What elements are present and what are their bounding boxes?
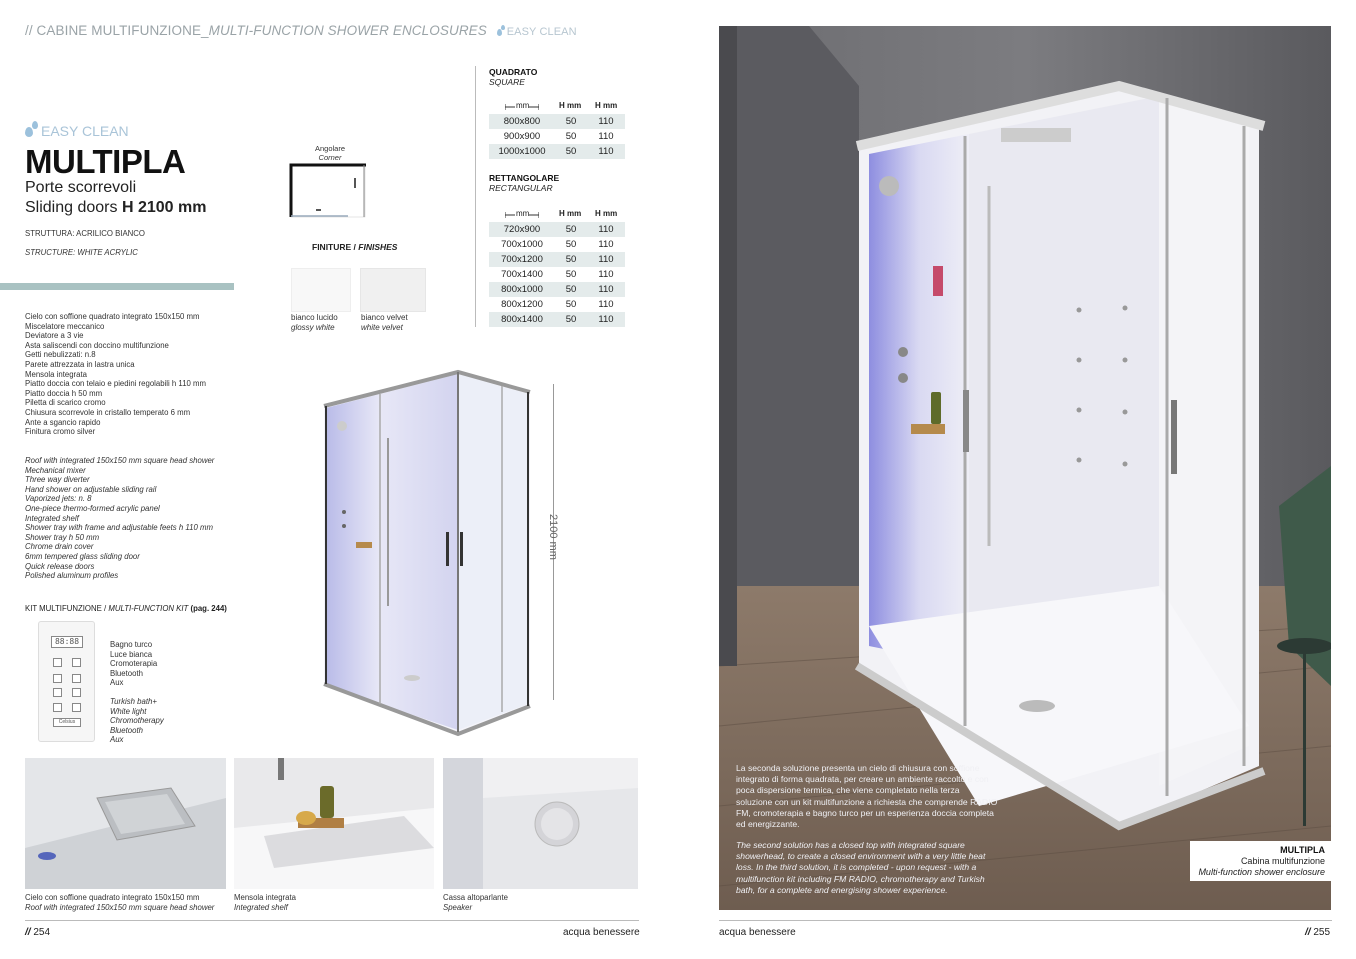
list-item: Getti nebulizzati: n.8 [25,350,96,360]
remote-button-icon [53,674,62,683]
height-dimension-label: 2100 mm [547,514,559,560]
table-row: 900x900 50 110 [503,131,614,142]
list-item: Bluetooth [110,668,143,678]
finishes-title: FINITURE / FINISHES [312,242,398,252]
brand-left: acqua benessere [563,927,640,938]
finish-label-en: white velvet [361,323,403,332]
product-name: MULTIPLA [25,143,186,180]
list-item: Ante a sgancio rapido [25,417,101,427]
kit-list-en [110,697,164,745]
list-item: Shower tray with frame and adjustable feets h 110 mm [25,523,213,533]
photo-caption-it: Mensola integrata [234,893,296,902]
list-item: Quick release doors [25,561,95,571]
list-item: Luce bianca [110,649,153,659]
section-header [25,23,577,38]
finish-swatch-white-velvet [360,268,426,312]
list-item: Chiusura scorrevole in cristallo temperato 6 mm [25,407,191,417]
rect-table-subtitle: RECTANGULAR [489,183,553,193]
list-item: Finitura cromo silver [25,427,96,437]
photo-caption-box [1190,841,1331,881]
width-arrow-icon [505,104,515,110]
photo-caption-it: Cassa altoparlante [443,893,509,902]
features-list-it [25,312,206,437]
list-item: 6mm tempered glass sliding door [25,551,140,561]
remote-button-icon [72,688,81,697]
list-item: Three way diverter [25,475,90,485]
list-item: Parete attrezzata in lastra unica [25,359,135,369]
list-item: Mechanical mixer [25,465,86,475]
table-row: 800x1400 50 110 [489,312,625,327]
section-title-en: MULTI-FUNCTION SHOWER ENCLOSURES [208,23,487,38]
list-item: Piatto doccia h 50 mm [25,388,103,398]
list-item: Integrated shelf [25,513,79,523]
easy-clean-badge: EASY CLEAN [25,121,129,139]
layout-label-en: Corner [318,153,342,162]
photo-integrated-shelf [234,758,434,889]
square-table-subtitle: SQUARE [489,77,525,87]
remote-button-icon [53,703,62,712]
list-item: Polished aluminum profiles [25,571,119,581]
list-item: Turkish bath+ [110,697,157,706]
structure-it: STRUTTURA: ACRILICO BIANCO [25,229,145,238]
list-item: Aux [110,678,124,688]
list-item: Vaporized jets: n. 8 [25,494,92,504]
description-en: The second solution has a closed top with integrated square showerhead, to create a closed environment with a very little heat loss. In the third solution, it is completed - upon request - with a multifunction kit including FM RADIO, chromotherapy and Turkish bath, for a complete and energising shower experience. [736,840,986,895]
kit-list-it [110,640,157,688]
list-item: One-piece thermo-formed acrylic panel [25,503,160,513]
features-list-en [25,456,214,581]
table-row: 1000x1000 50 110 [489,144,625,159]
remote-button-icon [72,703,81,712]
caption-it: Cabina multifunzione [1240,856,1325,866]
divider [475,66,476,327]
list-item: Shower tray h 50 mm [25,532,100,542]
width-arrow-icon [505,212,515,218]
finish-label-it: bianco lucido [291,313,338,322]
caption-en: Multi-function shower enclosure [1198,867,1325,877]
table-row: 720x900 50 110 [489,222,625,237]
rect-table [489,222,625,327]
remote-display: 88:88 [51,636,83,648]
list-item: White light [110,706,147,716]
product-subtitle-it: Porte scorrevoli [25,179,137,196]
section-title-it: // CABINE MULTIFUNZIONE_ [25,23,209,38]
structure-en: STRUCTURE: WHITE ACRYLIC [25,248,138,257]
list-item: Bluetooth [110,725,143,735]
footer-divider [719,920,1332,921]
table-row: 800x1000 50 110 [489,282,625,297]
list-item: Piatto doccia con telaio e piedini regolabili h 110 mm [25,379,207,389]
photo-caption-en: Speaker [443,903,473,912]
square-table [489,114,625,159]
photo-ceiling-shower [25,758,226,889]
width-arrow-icon [529,104,539,110]
accent-bar [0,283,234,290]
list-item: Bagno turco [110,640,153,649]
list-item: Chrome drain cover [25,542,94,552]
list-item: Mensola integrata [25,369,87,379]
description-it: La seconda soluzione presenta un cielo di chiusura con soffione integrato di forma quadrata, per creare un ambiente raccolto e con poca dispersione termica, che viene completato nella terza soluzione con un kit multifunzione a richiesta che comprende RADIO FM, cromoterapia e bagno turco per un esperienza doccia completa ed energizzante. [736,763,998,830]
list-item: Hand shower on adjustable sliding rail [25,484,157,494]
width-arrow-icon [529,212,539,218]
list-item: Miscelatore meccanico [25,321,105,331]
remote-button-icon [53,688,62,697]
header-easy-clean-badge: EASY CLEAN [497,26,577,38]
remote-button-icon [72,658,81,667]
page-number-left: // 254 [25,927,51,938]
kit-title: KIT MULTIFUNZIONE / MULTI-FUNCTION KIT (pag. 244) [25,604,227,613]
table-row: 700x1200 50 110 [489,252,625,267]
water-drops-icon [497,25,505,36]
photo-caption-en: Roof with integrated 150x150 mm square head shower [25,903,215,912]
square-table-title: QUADRATO [489,67,538,77]
table-row: 800x1200 50 110 [501,299,614,310]
shower-product-image [318,366,536,738]
finish-label-en: glossy white [291,323,335,332]
remote-button-icon [72,674,81,683]
product-subtitle-en: Sliding doors H 2100 mm [25,199,207,216]
list-item: Cromoterapia [110,659,158,669]
list-item: Aux [110,735,124,745]
table-row: 800x800 50 110 [489,114,625,129]
list-item: Asta saliscendi con doccino multifunzione [25,340,169,350]
water-drops-icon [25,121,39,137]
list-item: Piletta di scarico cromo [25,398,106,408]
brand-right: acqua benessere [719,927,796,938]
list-item: Roof with integrated 150x150 mm square head shower [25,456,215,465]
photo-speaker [443,758,638,889]
page-number-right: // 255 [1305,927,1331,938]
photo-caption-en: Integrated shelf [234,903,288,912]
finish-label-it: bianco velvet [361,313,408,322]
remote-button-icon [53,658,62,667]
corner-layout-icon [288,162,370,222]
caption-product-name: MULTIPLA [1280,845,1325,855]
remote-celsius-button: Celsius [53,718,81,727]
remote-control-image [38,621,95,742]
table-row: 700x1000 50 110 [501,239,614,250]
list-item: Chromotherapy [110,716,164,726]
list-item: Cielo con soffione quadrato integrato 150x150 mm [25,312,200,321]
layout-label-it: Angolare [314,144,346,153]
photo-caption-it: Cielo con soffione quadrato integrato 150x150 mm [25,893,200,902]
footer-divider [25,920,639,921]
rect-table-title: RETTANGOLARE [489,173,560,183]
table-row: 700x1400 50 110 [501,269,614,280]
finish-swatch-glossy-white [291,268,351,312]
list-item: Deviatore a 3 vie [25,331,84,341]
